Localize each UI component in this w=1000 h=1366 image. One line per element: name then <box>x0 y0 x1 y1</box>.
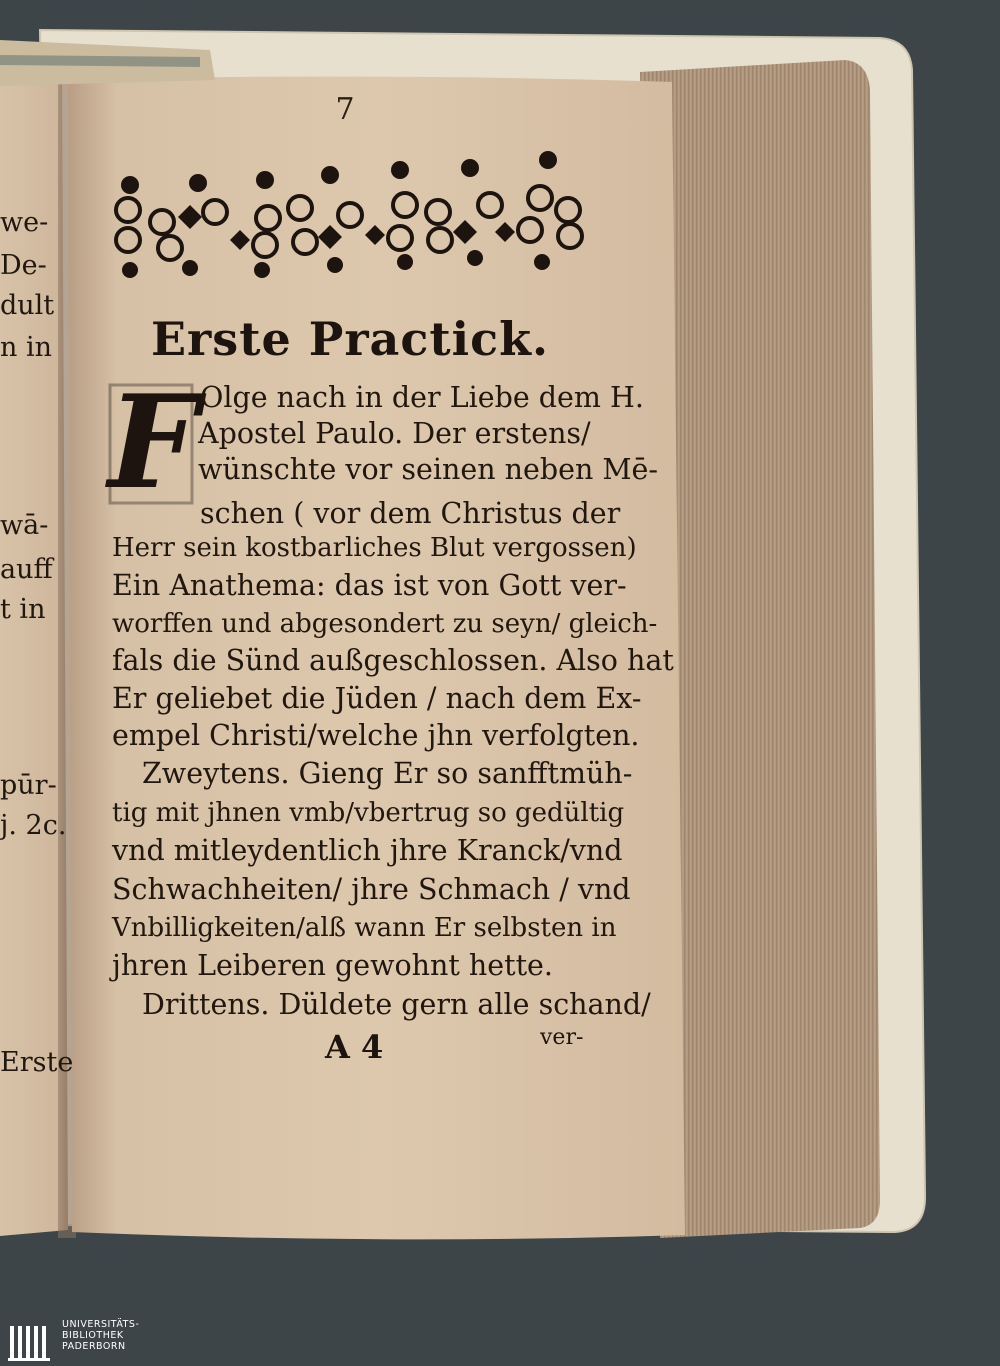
footer-bar <box>0 1316 1000 1366</box>
page-number: 7 <box>335 92 355 127</box>
text-line: Schwachheiten/ jhre Schmach / vnd <box>112 873 631 906</box>
text-line: worffen und abgesondert zu seyn/ gleich- <box>112 609 658 639</box>
text-line: Herr sein kostbarliches Blut vergossen) <box>112 533 637 563</box>
text-line: Ein Anathema: das ist von Gott ver- <box>112 569 627 602</box>
logo-line: PADERBORN <box>62 1341 126 1352</box>
left-page-fragment: Erste <box>0 1047 74 1078</box>
text-line: Olge nach in der Liebe dem H. <box>200 381 644 414</box>
left-page-fragment: wā- <box>0 510 49 541</box>
text-line: Vnbilligkeiten/alß wann Er selbsten in <box>112 913 617 943</box>
text-line: wünschte vor seinen neben Mē- <box>198 453 659 486</box>
left-page-fragment: pūr- <box>0 770 57 801</box>
catchword: ver- <box>540 1025 584 1050</box>
left-page-fragment: dult <box>0 290 55 321</box>
text-line: Zweytens. Gieng Er so sanfftmüh- <box>142 757 633 790</box>
text-line: Apostel Paulo. Der erstens/ <box>198 417 591 450</box>
left-page-fragment: j. 2c. <box>0 810 67 841</box>
library-logo-text <box>62 1319 139 1352</box>
text-line: tig mit jhnen vmb/vbertrug so gedültig <box>112 798 625 828</box>
left-page-fragment: auff <box>0 554 53 585</box>
text-line: Drittens. Düldete gern alle schand/ <box>142 988 651 1021</box>
text-line: Er geliebet die Jüden / nach dem Ex- <box>112 682 642 715</box>
logo-line: BIBLIOTHEK <box>62 1330 124 1341</box>
text-line: vnd mitleydentlich jhre Kranck/vnd <box>112 834 623 867</box>
text-line: fals die Sünd außgeschlossen. Also hat <box>112 644 674 677</box>
left-page-fragment: we- <box>0 207 49 238</box>
left-page-fragment: t in <box>0 594 46 625</box>
text-line: schen ( vor dem Christus der <box>200 497 621 530</box>
left-page-fragment: De- <box>0 250 47 281</box>
left-page-fragment: n in <box>0 332 52 363</box>
logo-line: UNIVERSITÄTS- <box>62 1319 140 1330</box>
library-logo-icon <box>8 1320 52 1364</box>
page-heading: Erste Practick. <box>151 312 549 366</box>
text-line: empel Christi/welche jhn verfolgten. <box>112 719 640 752</box>
signature-mark: A 4 <box>325 1028 384 1066</box>
drop-cap: F <box>108 368 199 518</box>
text-line: jhren Leiberen gewohnt hette. <box>112 949 553 982</box>
